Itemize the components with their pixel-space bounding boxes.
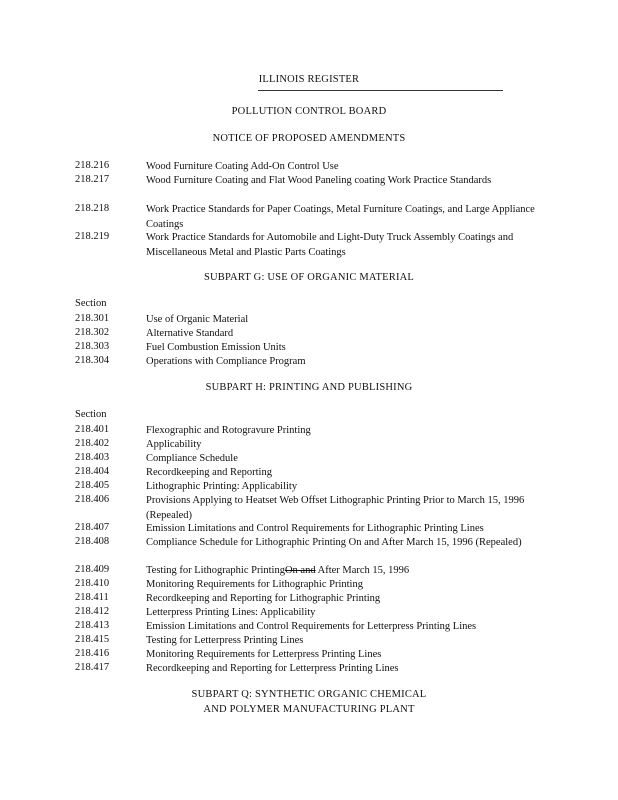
table-row [75, 578, 575, 592]
section-title: Letterpress Printing Lines: Applicability [146, 607, 316, 618]
table-row [75, 424, 575, 438]
section-title: Lithographic Printing: Applicability [146, 481, 298, 492]
subpart-q-heading-line1: SUBPART Q: SYNTHETIC ORGANIC CHEMICAL [191, 689, 427, 700]
section-title: Emission Limitations and Control Requirements for Letterpress Printing Lines [146, 621, 477, 632]
section-title: Wood Furniture Coating Add-On Control Use [146, 161, 339, 172]
section-title: Compliance Schedule [146, 453, 238, 464]
notice-title: NOTICE OF PROPOSED AMENDMENTS [212, 133, 406, 144]
table-row [75, 203, 575, 230]
section-number: 218.218 [75, 203, 110, 214]
section-title: Recordkeeping and Reporting [146, 467, 272, 478]
table-row [75, 355, 575, 369]
section-number: 218.403 [75, 452, 110, 463]
register-title: ILLINOIS REGISTER [258, 74, 360, 85]
table-row [75, 648, 575, 662]
table-row [75, 313, 575, 327]
section-number: 218.416 [75, 648, 110, 659]
section-number: 218.303 [75, 341, 110, 352]
subpart-g-heading: SUBPART G: USE OF ORGANIC MATERIAL [203, 272, 415, 283]
section-number: 218.301 [75, 313, 110, 324]
section-title: Work Practice Standards for Automobile and Light-Duty Truck Assembly Coatings and Miscellaneous Metal and Plastic Parts Coatings [146, 232, 514, 258]
struck-text: On and [284, 565, 316, 576]
section-number: 218.417 [75, 662, 110, 673]
section-title: Flexographic and Rotogravure Printing [146, 425, 311, 436]
section-title: Monitoring Requirements for Letterpress Printing Lines [146, 649, 382, 660]
section-number: 218.216 [75, 160, 110, 171]
table-row [75, 536, 575, 550]
section-number: 218.219 [75, 231, 110, 242]
section-title: Operations with Compliance Program [146, 356, 306, 367]
table-row [75, 592, 575, 606]
section-title: Monitoring Requirements for Lithographic Printing [146, 579, 363, 590]
title-part: After March 15, 1996 [315, 565, 410, 576]
section-number: 218.401 [75, 424, 110, 435]
section-title: Recordkeeping and Reporting for Letterpress Printing Lines [146, 663, 399, 674]
table-row [75, 620, 575, 634]
table-row [75, 522, 575, 536]
section-label: Section [75, 409, 107, 420]
table-row [75, 231, 575, 258]
section-number: 218.406 [75, 494, 110, 505]
title-part: Testing for Lithographic Printing [146, 565, 285, 576]
section-title: Compliance Schedule for Lithographic Printing On and After March 15, 1996 (Repealed) [146, 537, 522, 548]
section-number: 218.415 [75, 634, 110, 645]
section-number: 218.408 [75, 536, 110, 547]
table-row [75, 662, 575, 676]
section-title: Use of Organic Material [146, 314, 249, 325]
table-row [75, 606, 575, 620]
table-row [75, 160, 575, 174]
section-number: 218.302 [75, 327, 110, 338]
section-title: Work Practice Standards for Paper Coatings, Metal Furniture Coatings, and Large Appliance Coatings [146, 204, 535, 230]
section-title: Applicability [146, 439, 202, 450]
subpart-h-heading: SUBPART H: PRINTING AND PUBLISHING [205, 382, 413, 393]
board-title: POLLUTION CONTROL BOARD [231, 106, 387, 117]
section-title: Fuel Combustion Emission Units [146, 342, 286, 353]
section-label: Section [75, 298, 107, 309]
table-row [75, 174, 575, 188]
table-row [75, 634, 575, 648]
header-rule [258, 90, 503, 91]
section-number: 218.412 [75, 606, 110, 617]
table-row [75, 480, 575, 494]
section-number: 218.304 [75, 355, 110, 366]
section-number: 218.217 [75, 174, 110, 185]
table-row [75, 466, 575, 480]
table-row [75, 452, 575, 466]
section-title: Alternative Standard [146, 328, 234, 339]
section-number: 218.409 [75, 564, 110, 575]
section-number: 218.410 [75, 578, 110, 589]
table-row [75, 494, 575, 521]
table-row [75, 327, 575, 341]
section-title: Emission Limitations and Control Requirements for Lithographic Printing Lines [146, 523, 484, 534]
section-title: Testing for Letterpress Printing Lines [146, 635, 304, 646]
section-number: 218.405 [75, 480, 110, 491]
section-number: 218.407 [75, 522, 110, 533]
section-number: 218.411 [75, 592, 109, 603]
section-number: 218.402 [75, 438, 110, 449]
section-title: Provisions Applying to Heatset Web Offset Lithographic Printing Prior to March 15, 1996 (Repealed) [146, 495, 525, 521]
section-number: 218.413 [75, 620, 110, 631]
table-row [75, 438, 575, 452]
subpart-q-heading-line2: AND POLYMER MANUFACTURING PLANT [203, 704, 415, 715]
section-title: Recordkeeping and Reporting for Lithographic Printing [146, 593, 381, 604]
section-title: Wood Furniture Coating and Flat Wood Paneling coating Work Practice Standards [146, 175, 492, 186]
table-row [75, 564, 575, 578]
section-number: 218.404 [75, 466, 110, 477]
table-row [75, 341, 575, 355]
section-title [146, 564, 546, 579]
